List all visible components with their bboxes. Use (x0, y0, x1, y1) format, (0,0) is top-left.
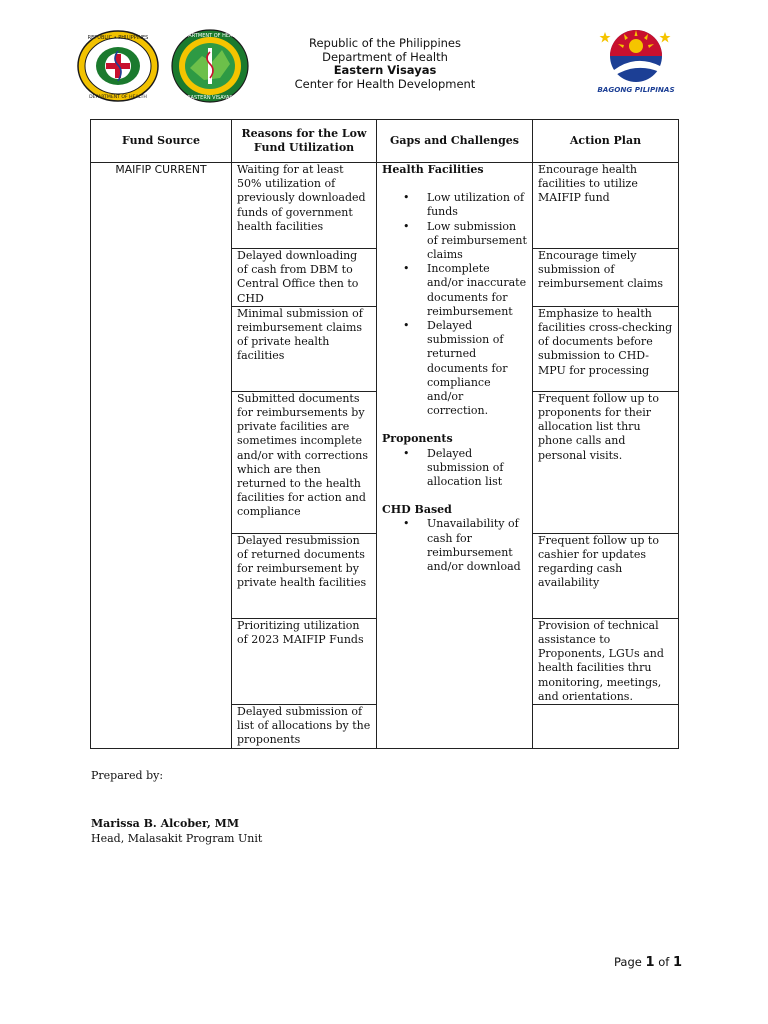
page-of: of (658, 955, 670, 969)
reason-cell: Prioritizing utilization of 2023 MAIFIP Funds (232, 618, 377, 704)
letterhead (240, 37, 530, 91)
action-cell: Frequent follow up to cashier for updates regarding cash availability (533, 533, 679, 618)
ev-seal-ring-bottom: EASTERN VISAYAS (187, 95, 233, 101)
page-total: 1 (672, 955, 682, 970)
page-number (614, 955, 682, 970)
doh-seal-ring-bottom: DEPARTMENT OF HEALTH (89, 95, 147, 100)
header-center: Center for Health Development (294, 76, 476, 91)
action-cell (533, 705, 679, 749)
gap-item: • Low submission of reimbursement claims (427, 220, 527, 263)
reason-cell: Delayed downloading of cash from DBM to Central Office then to CHD (232, 249, 377, 307)
action-cell: Emphasize to health facilities cross-checking of documents before submission to CHD-MPU for processing (533, 306, 679, 391)
reason-cell: Delayed resubmission of returned documents for reimbursement by private health facilities (232, 533, 377, 618)
signer-title: Head, Malasakit Program Unit (91, 832, 263, 845)
page-current: 1 (645, 955, 655, 970)
action-cell: Encourage health facilities to utilize MAIFIP fund (533, 163, 679, 249)
col-header-gaps: Gaps and Challenges (377, 120, 533, 163)
header-department: Department of Health (322, 49, 448, 64)
gap-group-title: Proponents (382, 432, 453, 446)
doh-seal-ring-top: REPUBLIC • PHILIPPINES (87, 35, 149, 41)
reason-cell: Submitted documents for reimbursements by private facilities are sometimes incomplete and/or with corrections which are then returned to the health facilities for action and compliance (232, 391, 377, 533)
page-word: Page (614, 955, 642, 969)
header-region: Eastern Visayas (333, 63, 437, 78)
gaps-cell (377, 163, 533, 749)
bagong-pilipinas-logo (594, 24, 678, 96)
signer-name: Marissa B. Alcober, MM (91, 817, 240, 830)
fund-source-cell: MAIFIP CURRENT (91, 163, 232, 749)
col-header-fund-source: Fund Source (91, 120, 232, 163)
action-cell: Frequent follow up to proponents for their allocation list thru phone calls and personal visits. (533, 391, 679, 533)
fund-utilization-table (90, 119, 679, 749)
gap-list (382, 191, 527, 418)
gap-group-title: CHD Based (382, 503, 452, 517)
gap-item: • Delayed submission of allocation list (427, 447, 527, 490)
action-cell: Provision of technical assistance to Proponents, LGUs and health facilities thru monitoring, meetings, and orientations. (533, 618, 679, 704)
gap-item: • Unavailability of cash for reimbursement and/or download (427, 517, 527, 574)
col-header-reasons: Reasons for the Low Fund Utilization (232, 120, 377, 163)
reason-cell: Delayed submission of list of allocations by the proponents (232, 705, 377, 749)
reason-cell: Waiting for at least 50% utilization of previously downloaded funds of government health facilities (232, 163, 377, 249)
prepared-by-label: Prepared by: (91, 769, 164, 782)
ev-chd-seal-logo (170, 28, 250, 104)
doh-seal-logo (76, 29, 160, 103)
reason-cell: Minimal submission of reimbursement claims of private health facilities (232, 306, 377, 391)
col-header-action-plan: Action Plan (533, 120, 679, 163)
gap-list (382, 447, 527, 490)
gap-item: • Incomplete and/or inaccurate documents for reimbursement (427, 262, 527, 319)
table-header-row (91, 120, 679, 163)
ev-seal-ring-top: DEPARTMENT OF HEALTH (178, 33, 242, 39)
gap-list (382, 517, 527, 574)
header-republic: Republic of the Philippines (308, 36, 462, 50)
action-cell: Encourage timely submission of reimbursement claims (533, 249, 679, 307)
gap-group-title: Health Facilities (382, 163, 484, 176)
gap-item: • Low utilization of funds (427, 191, 527, 219)
gap-item: • Delayed submission of returned documents for compliance and/or correction. (427, 319, 527, 418)
table-row (91, 163, 679, 249)
bagong-pilipinas-wordmark: BAGONG PILIPINAS (597, 85, 675, 94)
